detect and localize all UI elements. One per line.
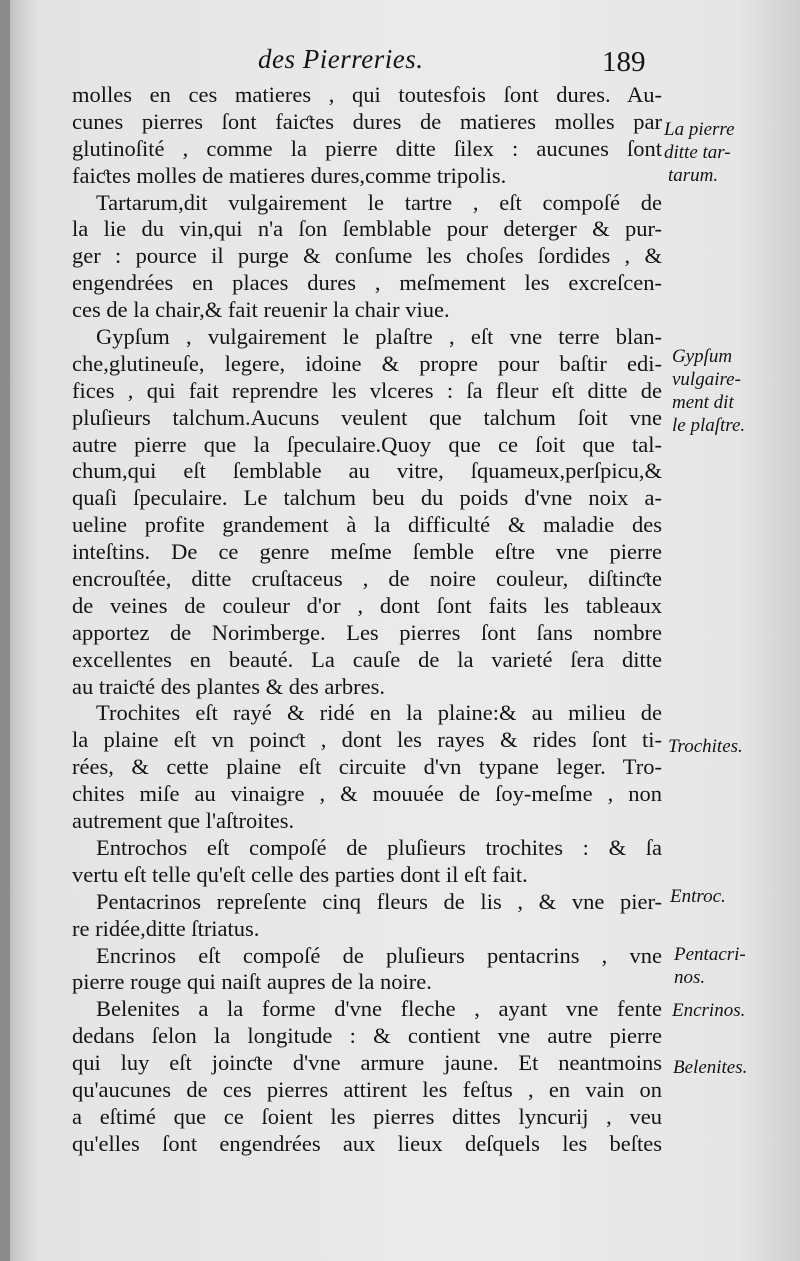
text-line: re ridée,ditte ſtriatus. bbox=[72, 915, 260, 941]
text-line: qu'aucunes de ces pierres attirent les feſtus , en vain on bbox=[72, 1076, 662, 1102]
text-line: au traiƈté des plantes & des arbres. bbox=[72, 673, 386, 699]
text-line: cunes pierres ſont faiƈtes dures de matieres molles par bbox=[72, 108, 662, 134]
margin-note-line: La pierre bbox=[664, 119, 735, 140]
text-line: engendrées en places dures , meſmement les excreſcen- bbox=[72, 270, 662, 296]
text-line: qui luy eſt joinƈte d'vne armure jaune. Et neantmoins bbox=[72, 1050, 662, 1076]
running-title: des Pierreries. bbox=[258, 44, 424, 74]
text-line: quaſi ſpeculaire. Le talchum beu du poids d'vne noix a- bbox=[72, 485, 662, 511]
text-line: encrouſtée, ditte cruſtaceus , de noire couleur, diſtinƈte bbox=[72, 566, 662, 592]
text-line: la plaine eſt vn poinƈt , dont les rayes & rides ſont ti- bbox=[72, 727, 662, 753]
margin-note-line: le plaſtre. bbox=[672, 415, 746, 436]
text-line: autrement que l'aſtroites. bbox=[72, 808, 295, 834]
margin-note-line: Trochites. bbox=[668, 736, 743, 757]
text-line: chum,qui eſt ſemblable au vitre, ſquameux,perſpicu,& bbox=[72, 458, 662, 484]
margin-note-gypsum bbox=[672, 345, 745, 437]
text-line: glutinoſité , comme la pierre ditte ſilex : aucunes ſont bbox=[72, 135, 662, 161]
text-line: chites miſe au vinaigre , & mouuée de ſoy-meſme , non bbox=[72, 781, 662, 807]
text-line: Tartarum,dit vulgairement le tartre , eſt compoſé de bbox=[96, 189, 662, 215]
text-line: Encrinos eſt compoſé de pluſieurs pentacrins , vne bbox=[96, 942, 662, 968]
text-line: che,glutineuſe, legere, idoine & propre pour baſtir edi- bbox=[72, 350, 662, 376]
margin-note-line: ditte tar- bbox=[664, 142, 731, 163]
margin-note-line: nos. bbox=[674, 967, 706, 988]
margin-note-pentacrinos bbox=[674, 943, 746, 989]
text-line: inteſtins. De ce genre meſme ſemble eſtre vne pierre bbox=[72, 539, 662, 565]
text-line: Pentacrinos repreſente cinq fleurs de lis , & vne pier- bbox=[96, 888, 662, 914]
text-line: fices , qui fait reprendre les vlceres : ſa fleur eſt ditte de bbox=[72, 377, 662, 403]
margin-note-line: vulgaire- bbox=[672, 369, 741, 390]
margin-note-trochites bbox=[668, 735, 743, 758]
margin-note-entroc bbox=[670, 885, 726, 908]
text-line: apportez de Norimberge. Les pierres ſont ſans nombre bbox=[72, 619, 662, 645]
text-line: dedans ſelon la longitude : & contient vne autre pierre bbox=[72, 1023, 662, 1049]
text-line: pluſieurs talchum.Aucuns veulent que talchum ſoit vne bbox=[72, 404, 662, 430]
margin-note-line: ment dit bbox=[672, 392, 734, 413]
margin-note-line: Gypſum bbox=[672, 346, 733, 367]
text-line: Entrochos eſt compoſé de pluſieurs trochites : & ſa bbox=[96, 834, 662, 860]
margin-note-line: tarum. bbox=[668, 165, 719, 186]
text-line: molles en ces matieres , qui toutesfois ſont dures. Au- bbox=[72, 82, 662, 107]
text-line: Gypſum , vulgairement le plaſtre , eſt vne terre blan- bbox=[96, 324, 662, 350]
text-line: la lie du vin,qui n'a ſon ſemblable pour deterger & pur- bbox=[72, 216, 662, 242]
margin-note-line: Pentacri- bbox=[674, 944, 746, 965]
margin-note-encrinos bbox=[672, 999, 745, 1022]
text-line: a eſtimé que ce ſoient les pierres dittes lyncurij , veu bbox=[72, 1103, 662, 1129]
margin-note-line: Belenites. bbox=[673, 1057, 748, 1078]
text-line: pierre rouge qui naiſt aupres de la noire. bbox=[72, 969, 432, 995]
margin-note-tartarum bbox=[664, 118, 735, 187]
text-line: ces de la chair,& fait reuenir la chair viue. bbox=[72, 297, 450, 323]
text-line: de veines de couleur d'or , dont ſont faits les tableaux bbox=[72, 592, 662, 618]
text-line: vertu eſt telle qu'eſt celle des parties dont il eſt fait. bbox=[72, 861, 528, 887]
text-line: rées, & cette plaine eſt circuite d'vn typane leger. Tro- bbox=[72, 754, 662, 780]
text-line: ueline profite grandement à la difficulté & maladie des bbox=[72, 512, 662, 538]
page-number: 189 bbox=[602, 46, 646, 78]
text-line: Belenites a la forme d'vne fleche , ayant vne fente bbox=[96, 996, 662, 1022]
text-line: faiƈtes molles de matieres dures,comme tripolis. bbox=[72, 162, 507, 188]
margin-note-belenites bbox=[673, 1056, 747, 1079]
text-line: autre pierre que la ſpeculaire.Quoy que ce ſoit que tal- bbox=[72, 431, 662, 457]
text-line: Trochites eſt rayé & ridé en la plaine:& au milieu de bbox=[96, 700, 662, 726]
text-line: ger : pource il purge & conſume les choſes ſordides , & bbox=[72, 243, 662, 269]
margin-note-line: Encrinos. bbox=[672, 1000, 746, 1021]
margin-note-line: Entroc. bbox=[670, 886, 726, 907]
text-line: qu'elles ſont engendrées aux lieux deſquels les beſtes bbox=[72, 1130, 662, 1156]
text-line: excellentes en beauté. La cauſe de la varieté ſera ditte bbox=[72, 646, 662, 672]
